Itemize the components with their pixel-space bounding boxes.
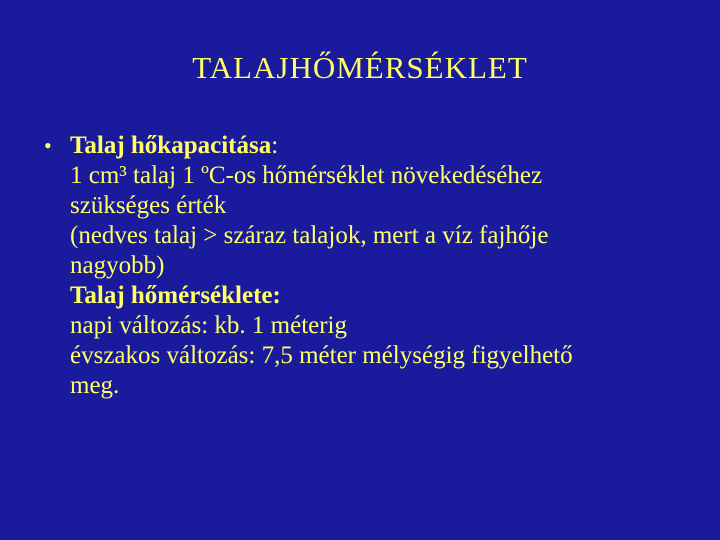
- body-line: (nedves talaj > száraz talajok, mert a víz fajhője: [70, 222, 549, 249]
- bullet-icon: •: [44, 133, 52, 158]
- body-line: évszakos változás: 7,5 méter mélységig figyelhető: [70, 342, 573, 369]
- slide-title: TALAJHŐMÉRSÉKLET: [192, 50, 528, 85]
- heading-line-1: [70, 131, 684, 161]
- bullet-item: [44, 131, 684, 401]
- body-line: szükséges érték: [70, 192, 227, 219]
- body-line: meg.: [70, 372, 120, 399]
- slide-body: [44, 131, 684, 401]
- heading-homerseklet: Talaj hőmérséklete:: [70, 282, 281, 309]
- body-line: napi változás: kb. 1 méterig: [70, 312, 348, 339]
- body-line: nagyobb): [70, 252, 165, 279]
- body-line: 1 cm³ talaj 1 ºC-os hőmérséklet növekedéséhez: [70, 162, 543, 189]
- heading-suffix: :: [271, 132, 279, 159]
- heading-hokapacitas: Talaj hőkapacitása: [70, 132, 272, 159]
